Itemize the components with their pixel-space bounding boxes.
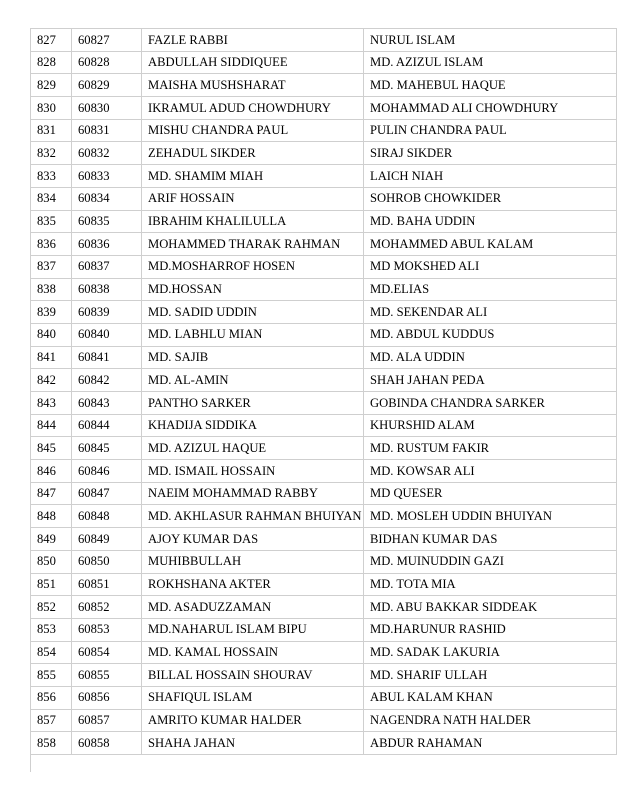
- table-row: [31, 301, 617, 324]
- serial-cell: 834: [31, 187, 72, 210]
- roll-number-cell: 60850: [72, 550, 142, 573]
- serial-cell: 855: [31, 664, 72, 687]
- name-cell: KHADIJA SIDDIKA: [142, 414, 364, 437]
- father-name-cell: BIDHAN KUMAR DAS: [364, 528, 617, 551]
- table-row: [31, 573, 617, 596]
- father-name-cell: MD. KOWSAR ALI: [364, 460, 617, 483]
- roll-number-cell: 60834: [72, 187, 142, 210]
- serial-cell: 845: [31, 437, 72, 460]
- name-cell: IKRAMUL ADUD CHOWDHURY: [142, 97, 364, 120]
- name-cell: MD. ASADUZZAMAN: [142, 596, 364, 619]
- father-name-cell: KHURSHID ALAM: [364, 414, 617, 437]
- serial-cell: 832: [31, 142, 72, 165]
- roll-number-cell: 60841: [72, 346, 142, 369]
- serial-cell: 840: [31, 323, 72, 346]
- name-cell: IBRAHIM KHALILULLA: [142, 210, 364, 233]
- roll-number-cell: 60837: [72, 255, 142, 278]
- results-table: [30, 28, 617, 755]
- table-row: [31, 119, 617, 142]
- roll-number-cell: 60833: [72, 165, 142, 188]
- serial-cell: 857: [31, 709, 72, 732]
- father-name-cell: LAICH NIAH: [364, 165, 617, 188]
- name-cell: MD. SADID UDDIN: [142, 301, 364, 324]
- serial-cell: 839: [31, 301, 72, 324]
- serial-cell: 848: [31, 505, 72, 528]
- roll-number-cell: 60856: [72, 686, 142, 709]
- name-cell: MD.MOSHARROF HOSEN: [142, 255, 364, 278]
- father-name-cell: MD MOKSHED ALI: [364, 255, 617, 278]
- father-name-cell: MD QUESER: [364, 482, 617, 505]
- table-row: [31, 369, 617, 392]
- table-row: [31, 323, 617, 346]
- name-cell: AJOY KUMAR DAS: [142, 528, 364, 551]
- table-row: [31, 187, 617, 210]
- results-table-body: [31, 29, 617, 755]
- roll-number-cell: 60846: [72, 460, 142, 483]
- serial-cell: 847: [31, 482, 72, 505]
- father-name-cell: MD. MOSLEH UDDIN BHUIYAN: [364, 505, 617, 528]
- roll-number-cell: 60827: [72, 29, 142, 52]
- roll-number-cell: 60847: [72, 482, 142, 505]
- serial-cell: 850: [31, 550, 72, 573]
- roll-number-cell: 60838: [72, 278, 142, 301]
- father-name-cell: GOBINDA CHANDRA SARKER: [364, 392, 617, 415]
- serial-cell: 833: [31, 165, 72, 188]
- roll-number-cell: 60851: [72, 573, 142, 596]
- roll-number-cell: 60832: [72, 142, 142, 165]
- name-cell: MD. AKHLASUR RAHMAN BHUIYAN: [142, 505, 364, 528]
- father-name-cell: MD. SADAK LAKURIA: [364, 641, 617, 664]
- serial-cell: 846: [31, 460, 72, 483]
- roll-number-cell: 60835: [72, 210, 142, 233]
- name-cell: MISHU CHANDRA PAUL: [142, 119, 364, 142]
- serial-cell: 851: [31, 573, 72, 596]
- father-name-cell: MD.ELIAS: [364, 278, 617, 301]
- father-name-cell: MD.HARUNUR RASHID: [364, 618, 617, 641]
- table-row: [31, 51, 617, 74]
- table-row: [31, 346, 617, 369]
- table-row: [31, 664, 617, 687]
- serial-cell: 829: [31, 74, 72, 97]
- roll-number-cell: 60828: [72, 51, 142, 74]
- roll-number-cell: 60852: [72, 596, 142, 619]
- roll-number-cell: 60853: [72, 618, 142, 641]
- serial-cell: 827: [31, 29, 72, 52]
- table-row: [31, 460, 617, 483]
- name-cell: MD. AL-AMIN: [142, 369, 364, 392]
- name-cell: ABDULLAH SIDDIQUEE: [142, 51, 364, 74]
- roll-number-cell: 60830: [72, 97, 142, 120]
- name-cell: MD. KAMAL HOSSAIN: [142, 641, 364, 664]
- table-row: [31, 550, 617, 573]
- table-row: [31, 97, 617, 120]
- roll-number-cell: 60839: [72, 301, 142, 324]
- table-row: [31, 596, 617, 619]
- roll-number-cell: 60855: [72, 664, 142, 687]
- serial-cell: 856: [31, 686, 72, 709]
- roll-number-cell: 60845: [72, 437, 142, 460]
- table-row: [31, 74, 617, 97]
- father-name-cell: MOHAMMED ABUL KALAM: [364, 233, 617, 256]
- name-cell: ZEHADUL SIKDER: [142, 142, 364, 165]
- serial-cell: 854: [31, 641, 72, 664]
- father-name-cell: PULIN CHANDRA PAUL: [364, 119, 617, 142]
- table-row: [31, 686, 617, 709]
- serial-cell: 836: [31, 233, 72, 256]
- table-row: [31, 392, 617, 415]
- serial-cell: 828: [31, 51, 72, 74]
- table-row: [31, 142, 617, 165]
- father-name-cell: SOHROB CHOWKIDER: [364, 187, 617, 210]
- name-cell: MD. ISMAIL HOSSAIN: [142, 460, 364, 483]
- table-row: [31, 233, 617, 256]
- father-name-cell: NURUL ISLAM: [364, 29, 617, 52]
- serial-cell: 858: [31, 732, 72, 755]
- name-cell: MAISHA MUSHSHARAT: [142, 74, 364, 97]
- roll-number-cell: 60843: [72, 392, 142, 415]
- serial-cell: 849: [31, 528, 72, 551]
- roll-number-cell: 60849: [72, 528, 142, 551]
- name-cell: AMRITO KUMAR HALDER: [142, 709, 364, 732]
- name-cell: BILLAL HOSSAIN SHOURAV: [142, 664, 364, 687]
- serial-cell: 830: [31, 97, 72, 120]
- father-name-cell: MD. ALA UDDIN: [364, 346, 617, 369]
- name-cell: ARIF HOSSAIN: [142, 187, 364, 210]
- table-row: [31, 437, 617, 460]
- father-name-cell: SIRAJ SIKDER: [364, 142, 617, 165]
- name-cell: SHAHA JAHAN: [142, 732, 364, 755]
- father-name-cell: MD. SEKENDAR ALI: [364, 301, 617, 324]
- father-name-cell: MD. ABDUL KUDDUS: [364, 323, 617, 346]
- father-name-cell: MD. MAHEBUL HAQUE: [364, 74, 617, 97]
- name-cell: NAEIM MOHAMMAD RABBY: [142, 482, 364, 505]
- table-row: [31, 528, 617, 551]
- father-name-cell: ABDUR RAHAMAN: [364, 732, 617, 755]
- name-cell: MD.NAHARUL ISLAM BIPU: [142, 618, 364, 641]
- name-cell: MD. LABHLU MIAN: [142, 323, 364, 346]
- roll-number-cell: 60858: [72, 732, 142, 755]
- father-name-cell: MD. MUINUDDIN GAZI: [364, 550, 617, 573]
- table-row: [31, 709, 617, 732]
- table-row: [31, 482, 617, 505]
- father-name-cell: MD. AZIZUL ISLAM: [364, 51, 617, 74]
- serial-cell: 842: [31, 369, 72, 392]
- name-cell: MD. SHAMIM MIAH: [142, 165, 364, 188]
- name-cell: ROKHSHANA AKTER: [142, 573, 364, 596]
- father-name-cell: MD. RUSTUM FAKIR: [364, 437, 617, 460]
- father-name-cell: MD. SHARIF ULLAH: [364, 664, 617, 687]
- serial-cell: 853: [31, 618, 72, 641]
- serial-cell: 852: [31, 596, 72, 619]
- serial-cell: 843: [31, 392, 72, 415]
- serial-cell: 841: [31, 346, 72, 369]
- roll-number-cell: 60831: [72, 119, 142, 142]
- roll-number-cell: 60848: [72, 505, 142, 528]
- table-row: [31, 618, 617, 641]
- document-page: [30, 28, 616, 755]
- table-row: [31, 210, 617, 233]
- roll-number-cell: 60854: [72, 641, 142, 664]
- serial-cell: 838: [31, 278, 72, 301]
- table-row: [31, 641, 617, 664]
- name-cell: SHAFIQUL ISLAM: [142, 686, 364, 709]
- table-continuation-line: [30, 752, 617, 772]
- roll-number-cell: 60836: [72, 233, 142, 256]
- table-row: [31, 255, 617, 278]
- serial-cell: 831: [31, 119, 72, 142]
- serial-cell: 837: [31, 255, 72, 278]
- table-row: [31, 29, 617, 52]
- roll-number-cell: 60844: [72, 414, 142, 437]
- name-cell: MUHIBBULLAH: [142, 550, 364, 573]
- name-cell: MD. SAJIB: [142, 346, 364, 369]
- roll-number-cell: 60840: [72, 323, 142, 346]
- table-row: [31, 165, 617, 188]
- serial-cell: 835: [31, 210, 72, 233]
- father-name-cell: SHAH JAHAN PEDA: [364, 369, 617, 392]
- roll-number-cell: 60857: [72, 709, 142, 732]
- roll-number-cell: 60842: [72, 369, 142, 392]
- father-name-cell: NAGENDRA NATH HALDER: [364, 709, 617, 732]
- father-name-cell: MD. ABU BAKKAR SIDDEAK: [364, 596, 617, 619]
- serial-cell: 844: [31, 414, 72, 437]
- father-name-cell: MD. BAHA UDDIN: [364, 210, 617, 233]
- name-cell: FAZLE RABBI: [142, 29, 364, 52]
- name-cell: MD. AZIZUL HAQUE: [142, 437, 364, 460]
- father-name-cell: MD. TOTA MIA: [364, 573, 617, 596]
- table-row: [31, 505, 617, 528]
- table-row: [31, 278, 617, 301]
- name-cell: PANTHO SARKER: [142, 392, 364, 415]
- name-cell: MOHAMMED THARAK RAHMAN: [142, 233, 364, 256]
- name-cell: MD.HOSSAN: [142, 278, 364, 301]
- table-row: [31, 414, 617, 437]
- father-name-cell: MOHAMMAD ALI CHOWDHURY: [364, 97, 617, 120]
- roll-number-cell: 60829: [72, 74, 142, 97]
- father-name-cell: ABUL KALAM KHAN: [364, 686, 617, 709]
